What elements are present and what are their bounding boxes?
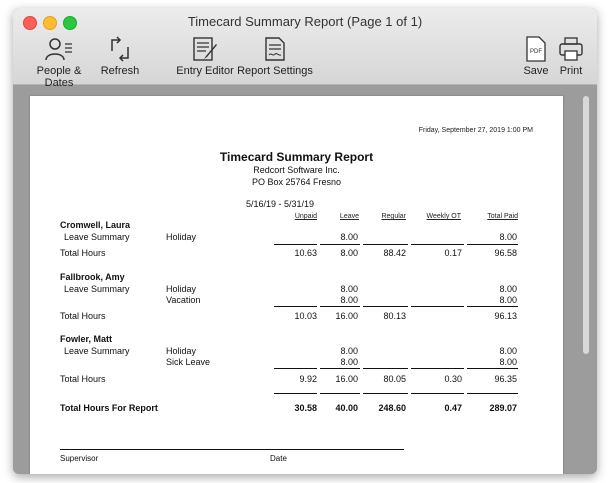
- column-header-regular: Regular: [381, 213, 406, 220]
- title-bar: [13, 8, 597, 89]
- total-leave: 16.00: [335, 374, 358, 384]
- total-weekly-ot: 0.17: [444, 248, 462, 258]
- date-range: 5/16/19 - 5/31/19: [246, 199, 315, 209]
- report-page: [30, 96, 563, 474]
- total-unpaid: 10.03: [294, 311, 317, 321]
- leave-total: 8.00: [499, 357, 517, 367]
- leave-total: 8.00: [499, 346, 517, 356]
- employee-name: Cromwell, Laura: [60, 220, 131, 230]
- total-unpaid: 9.92: [299, 374, 317, 384]
- grand-total-weekly-ot: 0.47: [444, 403, 462, 413]
- total-hours-label: Total Hours: [60, 311, 106, 321]
- leave-total: 8.00: [499, 232, 517, 242]
- leave-hours: 8.00: [340, 295, 358, 305]
- leave-hours: 8.00: [340, 232, 358, 242]
- total-hours-label: Total Hours: [60, 374, 106, 384]
- save-button[interactable]: [519, 36, 553, 77]
- pdf-file-icon: [525, 36, 547, 62]
- refresh-button[interactable]: [97, 36, 143, 77]
- report-title: Timecard Summary Report: [219, 150, 374, 164]
- leave-summary-label: Leave Summary: [64, 284, 130, 294]
- entry-editor-label: Entry Editor: [176, 65, 234, 77]
- leave-type: Holiday: [166, 284, 197, 294]
- total-leave: 16.00: [335, 311, 358, 321]
- print-label: Print: [559, 65, 583, 77]
- printer-icon: [558, 36, 584, 62]
- total-regular: 80.13: [383, 311, 406, 321]
- leave-hours: 8.00: [340, 346, 358, 356]
- employee-name: Fowler, Matt: [60, 334, 113, 344]
- leave-total: 8.00: [499, 295, 517, 305]
- report-settings-label: Report Settings: [237, 65, 313, 77]
- total-hours-label: Total Hours: [60, 248, 106, 258]
- grand-total-unpaid: 30.58: [294, 403, 317, 413]
- grand-total-label: Total Hours For Report: [60, 403, 158, 413]
- column-header-weekly-ot: Weekly OT: [426, 213, 461, 220]
- report-timestamp: Friday, September 27, 2019 1:00 PM: [418, 127, 533, 134]
- signature-line: [60, 449, 404, 450]
- column-header-unpaid: Unpaid: [294, 213, 317, 220]
- print-button[interactable]: [553, 36, 589, 77]
- entry-editor-button[interactable]: [175, 36, 235, 77]
- supervisor-label: Supervisor: [60, 454, 99, 463]
- employee-name: Fallbrook, Amy: [60, 272, 125, 282]
- total-leave: 8.00: [340, 248, 358, 258]
- people-dates-label: People & Dates: [36, 65, 82, 89]
- leave-type: Holiday: [166, 232, 197, 242]
- leave-type: Sick Leave: [166, 357, 211, 367]
- vertical-scrollbar[interactable]: [583, 96, 589, 354]
- leave-hours: 8.00: [340, 357, 358, 367]
- save-label: Save: [523, 65, 549, 77]
- leave-total: 8.00: [499, 284, 517, 294]
- report-settings-button[interactable]: [237, 36, 313, 77]
- total-regular: 88.42: [383, 248, 406, 258]
- company-name: Redcort Software Inc.: [253, 165, 340, 175]
- total-regular: 80.05: [383, 374, 406, 384]
- pdf-badge: PDF: [530, 49, 542, 55]
- total-unpaid: 10.63: [294, 248, 317, 258]
- window-title: Timecard Summary Report (Page 1 of 1): [187, 14, 423, 29]
- leave-summary-label: Leave Summary: [64, 346, 130, 356]
- refresh-icon: [107, 36, 133, 62]
- grand-total-paid: 289.07: [489, 403, 517, 413]
- people-dates-button[interactable]: [21, 36, 97, 89]
- leave-type: Vacation: [166, 295, 201, 305]
- total-paid: 96.35: [494, 374, 517, 384]
- grand-total-leave: 40.00: [335, 403, 358, 413]
- leave-summary-label: Leave Summary: [64, 232, 130, 242]
- company-address: PO Box 25764 Fresno: [251, 177, 342, 187]
- date-label: Date: [270, 454, 287, 463]
- report-settings-icon: [263, 36, 287, 62]
- leave-hours: 8.00: [340, 284, 358, 294]
- grand-total-regular: 248.60: [378, 403, 406, 413]
- total-weekly-ot: 0.30: [444, 374, 462, 384]
- total-paid: 96.58: [494, 248, 517, 258]
- total-paid: 96.13: [494, 311, 517, 321]
- entry-editor-icon: [191, 36, 219, 62]
- leave-type: Holiday: [166, 346, 197, 356]
- refresh-label: Refresh: [100, 65, 140, 77]
- report-window: [13, 8, 597, 474]
- column-header-total-paid: Total Paid: [487, 213, 518, 220]
- people-icon: [44, 36, 74, 62]
- column-header-leave: Leave: [339, 213, 359, 220]
